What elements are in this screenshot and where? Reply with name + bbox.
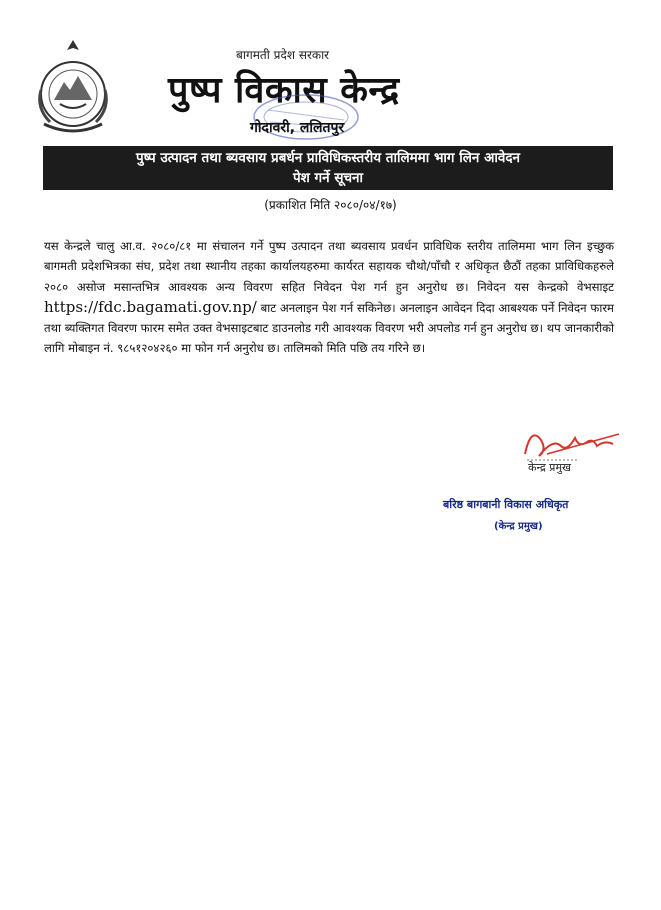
nepal-emblem-icon <box>30 38 116 136</box>
notice-body-part-1: यस केन्द्रले चालु आ.व. २०८०/८१ मा संचालन गर्ने पुष्प उत्पादन तथा ब्यवसाय प्रवर्धन प्राविधिक स्तरीय तालिममा भाग लिन इच्छुक बागमती प्रदेशभित्रका संघ, प्रदेश तथा स्थानीय तहका कार्यालयहरुमा कार्यरत सहायक चौथो/पाँचौ र अधिकृत छैठौं तहका प्राविधिकहरुले २०८० असोज मसान्तभित्र आवश्यक अन्य विवरण सहित निवेदन पेश गर्न हुन अनुरोध छ। निवेदन यस केन्द्रको वेभसाइट <box>44 239 614 294</box>
notice-body-part-2: बाट अनलाइन पेश गर्न सकिनेछ। अनलाइन आवेदन दिदा आबश्यक पर्ने निवेदन फारम तथा ब्यक्तिगत विवरण फारम समेत उक्त वेभसाइटबाट डाउनलोड गरी आवश्यक विवरण भरी अपलोड गर्न हुन अनुरोध छ। थप जानकारीको लागि मोबाइन नं. ९८५१२०४२६० मा फोन गर्न अनुरोध छ। तालिमको मिति पछि तय गरिने छ। <box>44 300 614 356</box>
office-address: गोदावरी, ललितपुर <box>250 120 345 136</box>
officer-subtitle-stamp: (केन्द्र प्रमुख) <box>494 521 543 532</box>
signatory-role: केन्द्र प्रमुख <box>528 461 572 474</box>
notice-title-line-1: पुष्प उत्पादन तथा ब्यवसाय प्रबर्धन प्राविधिकस्तरीय तालिममा भाग लिन आवेदन <box>135 150 521 166</box>
website-url[interactable]: https://fdc.bagamati.gov.np/ <box>44 297 257 316</box>
published-date: (प्रकाशित मिति २०८०/०४/१७) <box>264 198 397 212</box>
notice-title-banner <box>43 146 613 190</box>
officer-title-stamp: बरिष्ठ बागबानी विकास अधिकृत <box>443 498 569 511</box>
notice-title-line-2: पेश गर्ने सूचना <box>292 170 364 186</box>
organization-name: पुष्प विकास केन्द्र <box>168 70 400 111</box>
notice-body <box>44 236 614 359</box>
government-name: बागमती प्रदेश सरकार <box>236 48 330 62</box>
